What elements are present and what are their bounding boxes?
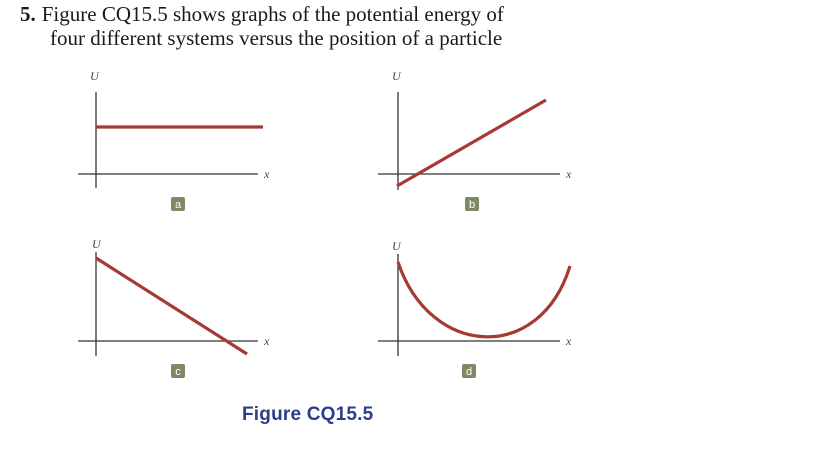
panel-d-x-label: x [566,334,572,348]
question-line-1: Figure CQ15.5 shows graphs of the potential energy of [41,2,504,26]
panel-b [378,69,572,211]
panel-b-tag-label: b [468,199,476,211]
panel-a-y-label: U [90,69,99,83]
question-number: 5. [20,2,36,26]
panel-b-x-label: x [566,167,572,181]
panel-a [78,69,270,211]
panel-d [378,239,572,378]
panel-b-curve [397,100,546,186]
panel-c [78,237,270,378]
panel-c-y-label: U [92,237,101,251]
panel-c-curve [96,258,247,354]
panel-a-x-label: x [264,167,270,181]
panel-b-y-label: U [392,69,401,83]
question-line-2: four different systems versus the position of a particle [50,26,503,50]
figure-caption: Figure CQ15.5 [242,404,374,425]
panel-c-tag-label: c [175,366,181,378]
panel-d-y-label: U [392,239,401,253]
panel-c-x-label: x [264,334,270,348]
panel-a-tag-label: a [174,199,182,211]
panel-d-tag-label: d [465,366,473,378]
panel-d-curve [398,262,570,337]
